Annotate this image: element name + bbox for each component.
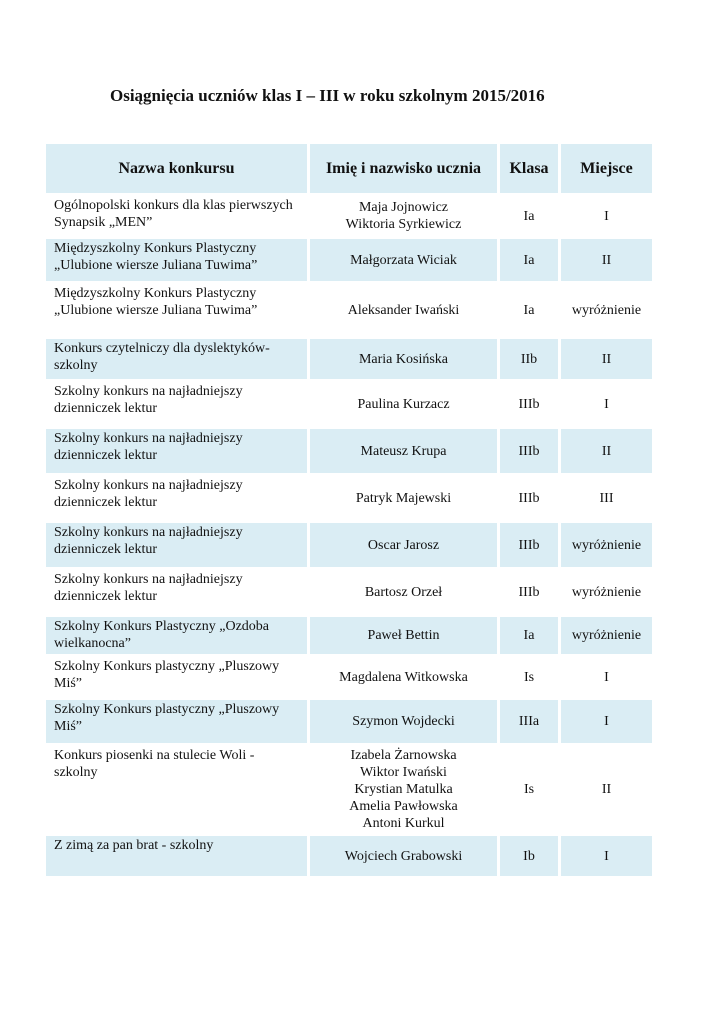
- contest-name-cell: Szkolny konkurs na najładniejszy dzienniczek lektur: [46, 429, 310, 476]
- contest-name-cell: Szkolny konkurs na najładniejszy dzienniczek lektur: [46, 382, 310, 429]
- table-row: [46, 382, 655, 429]
- table-row: [46, 284, 655, 339]
- contest-name-cell: Szkolny Konkurs plastyczny „Pluszowy Miś”: [46, 700, 310, 746]
- class-cell: IIIb: [500, 382, 561, 429]
- place-cell: I: [561, 700, 655, 746]
- class-cell: IIIb: [500, 476, 561, 523]
- student-name: Krystian Matulka: [354, 782, 453, 797]
- class-cell: Is: [500, 746, 561, 836]
- student-name-cell: [310, 523, 500, 570]
- table-row: [46, 617, 655, 657]
- class-cell: IIIb: [500, 570, 561, 617]
- table-row: [46, 700, 655, 746]
- contest-name-cell: Szkolny konkurs na najładniejszy dzienniczek lektur: [46, 523, 310, 570]
- contest-name-cell: Z zimą za pan brat - szkolny: [46, 836, 310, 879]
- header-student: Imię i nazwisko ucznia: [310, 144, 500, 196]
- student-name-cell: [310, 657, 500, 700]
- class-cell: Is: [500, 657, 561, 700]
- header-row: [46, 144, 655, 196]
- class-cell: IIIb: [500, 429, 561, 476]
- place-cell: II: [561, 239, 655, 284]
- table-row: [46, 836, 655, 879]
- class-cell: Ia: [500, 617, 561, 657]
- place-cell: I: [561, 836, 655, 879]
- student-name-cell: [310, 476, 500, 523]
- contest-name-cell: Konkurs czytelniczy dla dyslektyków- szkolny: [46, 339, 310, 382]
- student-name: Aleksander Iwański: [347, 302, 460, 318]
- table-body: [46, 196, 655, 879]
- table-row: [46, 570, 655, 617]
- contest-name-cell: Międzyszkolny Konkurs Plastyczny „Ulubione wiersze Juliana Tuwima”: [46, 239, 310, 284]
- contest-name-cell: Międzyszkolny Konkurs Plastyczny „Ulubione wiersze Juliana Tuwima”: [46, 284, 310, 339]
- student-name: Amelia Pawłowska: [349, 799, 458, 814]
- student-name-cell: [310, 382, 500, 429]
- student-name-cell: [310, 700, 500, 746]
- student-name: Bartosz Orzeł: [364, 584, 443, 600]
- student-name: Izabela Żarnowska: [350, 748, 457, 763]
- place-cell: wyróżnienie: [561, 617, 655, 657]
- student-name-cell: [310, 196, 500, 239]
- student-name: Paulina Kurzacz: [357, 396, 450, 412]
- contest-name-cell: Szkolny Konkurs Plastyczny „Ozdoba wielkanocna”: [46, 617, 310, 657]
- class-cell: IIb: [500, 339, 561, 382]
- student-name-cell: [310, 239, 500, 284]
- place-cell: III: [561, 476, 655, 523]
- header-class: Klasa: [500, 144, 561, 196]
- student-name: Małgorzata Wiciak: [350, 252, 457, 268]
- table-row: [46, 239, 655, 284]
- class-cell: Ib: [500, 836, 561, 879]
- student-name-cell: [310, 617, 500, 657]
- student-name: Magdalena Witkowska: [339, 669, 468, 685]
- student-name: Mateusz Krupa: [360, 443, 447, 459]
- student-name: Maria Kosińska: [358, 351, 449, 367]
- student-name: Wiktor Iwański: [360, 765, 447, 780]
- contest-name-cell: Szkolny konkurs na najładniejszy dzienniczek lektur: [46, 476, 310, 523]
- table-row: [46, 196, 655, 239]
- student-name: Szymon Wojdecki: [352, 714, 455, 729]
- table-row: [46, 746, 655, 836]
- place-cell: wyróżnienie: [561, 570, 655, 617]
- contest-name-cell: Konkurs piosenki na stulecie Woli - szkolny: [46, 746, 310, 836]
- place-cell: I: [561, 382, 655, 429]
- page-title: Osiągnięcia uczniów klas I – III w roku szkolnym 2015/2016: [110, 86, 545, 105]
- achievements-table: [46, 144, 655, 879]
- place-cell: wyróżnienie: [561, 523, 655, 570]
- student-name: Antoni Kurkul: [362, 816, 445, 831]
- class-cell: Ia: [500, 239, 561, 284]
- place-cell: II: [561, 746, 655, 836]
- place-cell: I: [561, 657, 655, 700]
- table-row: [46, 523, 655, 570]
- place-cell: I: [561, 196, 655, 239]
- student-name-cell: [310, 746, 500, 836]
- place-cell: II: [561, 339, 655, 382]
- student-name: Maja Jojnowicz: [358, 200, 449, 215]
- header-contest: Nazwa konkursu: [46, 144, 310, 196]
- contest-name-cell: Szkolny konkurs na najładniejszy dzienniczek lektur: [46, 570, 310, 617]
- table-row: [46, 339, 655, 382]
- header-place: Miejsce: [561, 144, 655, 196]
- table-row: [46, 476, 655, 523]
- contest-name-cell: Ogólnopolski konkurs dla klas pierwszych Synapsik „MEN”: [46, 196, 310, 239]
- class-cell: Ia: [500, 284, 561, 339]
- student-name-cell: [310, 429, 500, 476]
- place-cell: II: [561, 429, 655, 476]
- contest-name-cell: Szkolny Konkurs plastyczny „Pluszowy Miś”: [46, 657, 310, 700]
- student-name-cell: [310, 284, 500, 339]
- class-cell: Ia: [500, 196, 561, 239]
- class-cell: IIIb: [500, 523, 561, 570]
- place-cell: wyróżnienie: [561, 284, 655, 339]
- student-name: Paweł Bettin: [367, 628, 440, 643]
- class-cell: IIIa: [500, 700, 561, 746]
- table-row: [46, 429, 655, 476]
- student-name-cell: [310, 570, 500, 617]
- student-name-cell: [310, 836, 500, 879]
- student-name: Patryk Majewski: [355, 490, 452, 506]
- student-name: Oscar Jarosz: [367, 537, 440, 553]
- table-row: [46, 657, 655, 700]
- student-name-cell: [310, 339, 500, 382]
- student-name: Wojciech Grabowski: [344, 848, 463, 864]
- student-name: Wiktoria Syrkiewicz: [345, 217, 462, 232]
